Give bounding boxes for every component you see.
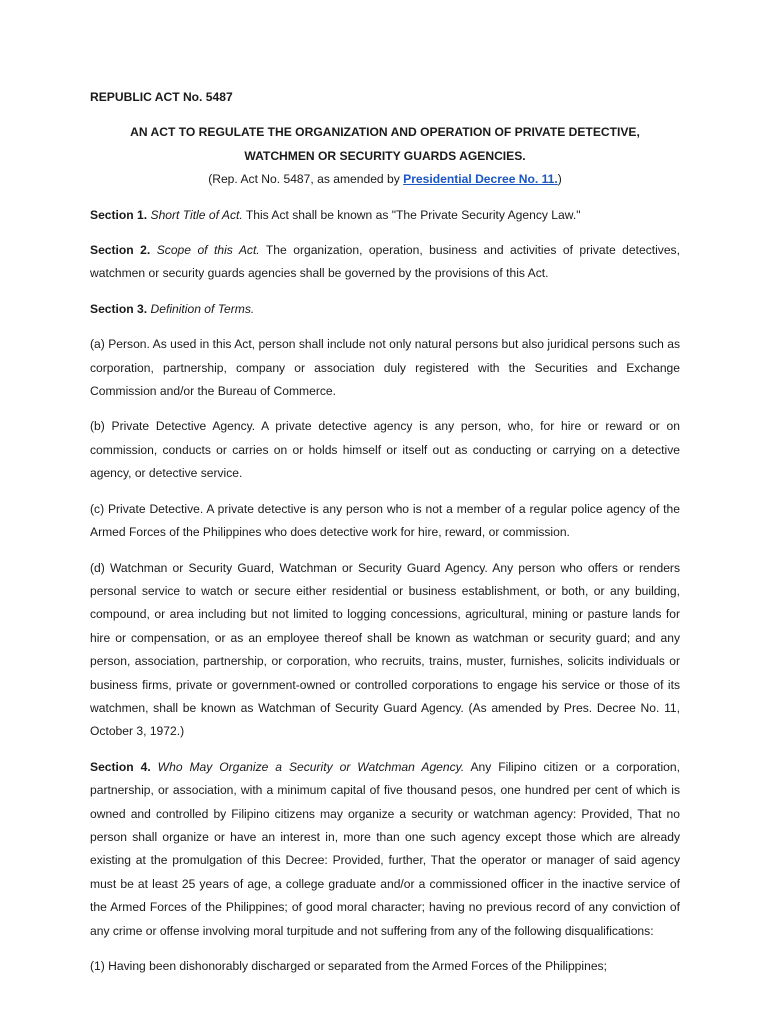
section-4-label: Section 4. bbox=[90, 759, 151, 774]
document-page bbox=[90, 86, 680, 990]
section-2-text: The organization, operation, business and activities of private detectives, watchmen or security guards agencies shall be governed by the provisions of this Act. bbox=[90, 243, 680, 281]
act-heading bbox=[90, 121, 680, 191]
section-1 bbox=[90, 204, 680, 227]
section-3-title: Definition of Terms. bbox=[150, 301, 255, 316]
definition-d: (d) Watchman or Security Guard, Watchman or Security Guard Agency. Any person who offers or renders personal service to watch or secure either residential or business establishment, or both, or any building, compound, or area including but not limited to logging concessions, agricultural, mining or pasture lands for hire or compensation, or as an employee thereof shall be known as watchman or security guard; and any person, association, partnership, or corporation, who recruits, trains, muster, furnishes, solicits individuals or business firms, private or government-owned or controlled corporations to engage his service or those of its watchmen, shall be known as Watchman of Security Guard Agency. (As amended by Pres. Decree No. 11, October 3, 1972.) bbox=[90, 560, 680, 739]
section-4-title: Who May Organize a Security or Watchman Agency. bbox=[157, 759, 465, 774]
section-2-label: Section 2. bbox=[90, 243, 151, 258]
section-4 bbox=[90, 756, 680, 943]
presidential-decree-link[interactable]: Presidential Decree No. 11. bbox=[403, 172, 558, 187]
section-1-label: Section 1. bbox=[90, 207, 148, 222]
act-heading-line-2: WATCHMEN OR SECURITY GUARDS AGENCIES. bbox=[244, 148, 526, 163]
disqualification-item-1: (1) Having been dishonorably discharged or separated from the Armed Forces of the Philippines; bbox=[90, 959, 607, 973]
document-title: REPUBLIC ACT No. 5487 bbox=[90, 90, 233, 104]
definition-b: (b) Private Detective Agency. A private detective agency is any person, who, for hire or reward or on commission, conducts or carries on or holds himself or itself out as conducting or carrying on a detective agency, or detective service. bbox=[90, 419, 680, 481]
section-3-label: Section 3. bbox=[90, 301, 148, 316]
act-subheading: (Rep. Act No. 5487, as amended by Presidential Decree No. 11.) bbox=[208, 172, 562, 187]
section-1-title: Short Title of Act. bbox=[150, 207, 243, 222]
definition-c: (c) Private Detective. A private detective is any person who is not a member of a regular police agency of the Armed Forces of the Philippines who does detective work for hire, reward, or commission. bbox=[90, 501, 680, 540]
definition-a: (a) Person. As used in this Act, person shall include not only natural persons but also juridical persons such as corporation, partnership, company or association duly registered with the Securities and Exchange Commission and/or the Bureau of Commerce. bbox=[90, 337, 680, 399]
section-1-text: This Act shall be known as "The Private Security Agency Law." bbox=[245, 207, 581, 222]
section-3 bbox=[90, 298, 680, 321]
section-2-title: Scope of this Act. bbox=[156, 243, 260, 258]
section-4-text: Any Filipino citizen or a corporation, partnership, or association, with a minimum capital of five thousand pesos, one hundred per cent of which is owned and controlled by Filipino citizens may organize a security or watchman agency: Provided, That no person shall organize or have an interest in, more than one such agency except those which are already existing at the promulgation of this Decree: Provided, further, That the operator or manager of said agency must be at least 25 years of age, a college graduate and/or a commissioned officer in the inactive service of the Armed Forces of the Philippines; of good moral character; having no previous record of any conviction of any crime or offense involving moral turpitude and not suffering from any of the following disqualifications: bbox=[90, 759, 680, 938]
section-2 bbox=[90, 239, 680, 286]
act-heading-line-1: AN ACT TO REGULATE THE ORGANIZATION AND OPERATION OF PRIVATE DETECTIVE, bbox=[130, 125, 640, 140]
